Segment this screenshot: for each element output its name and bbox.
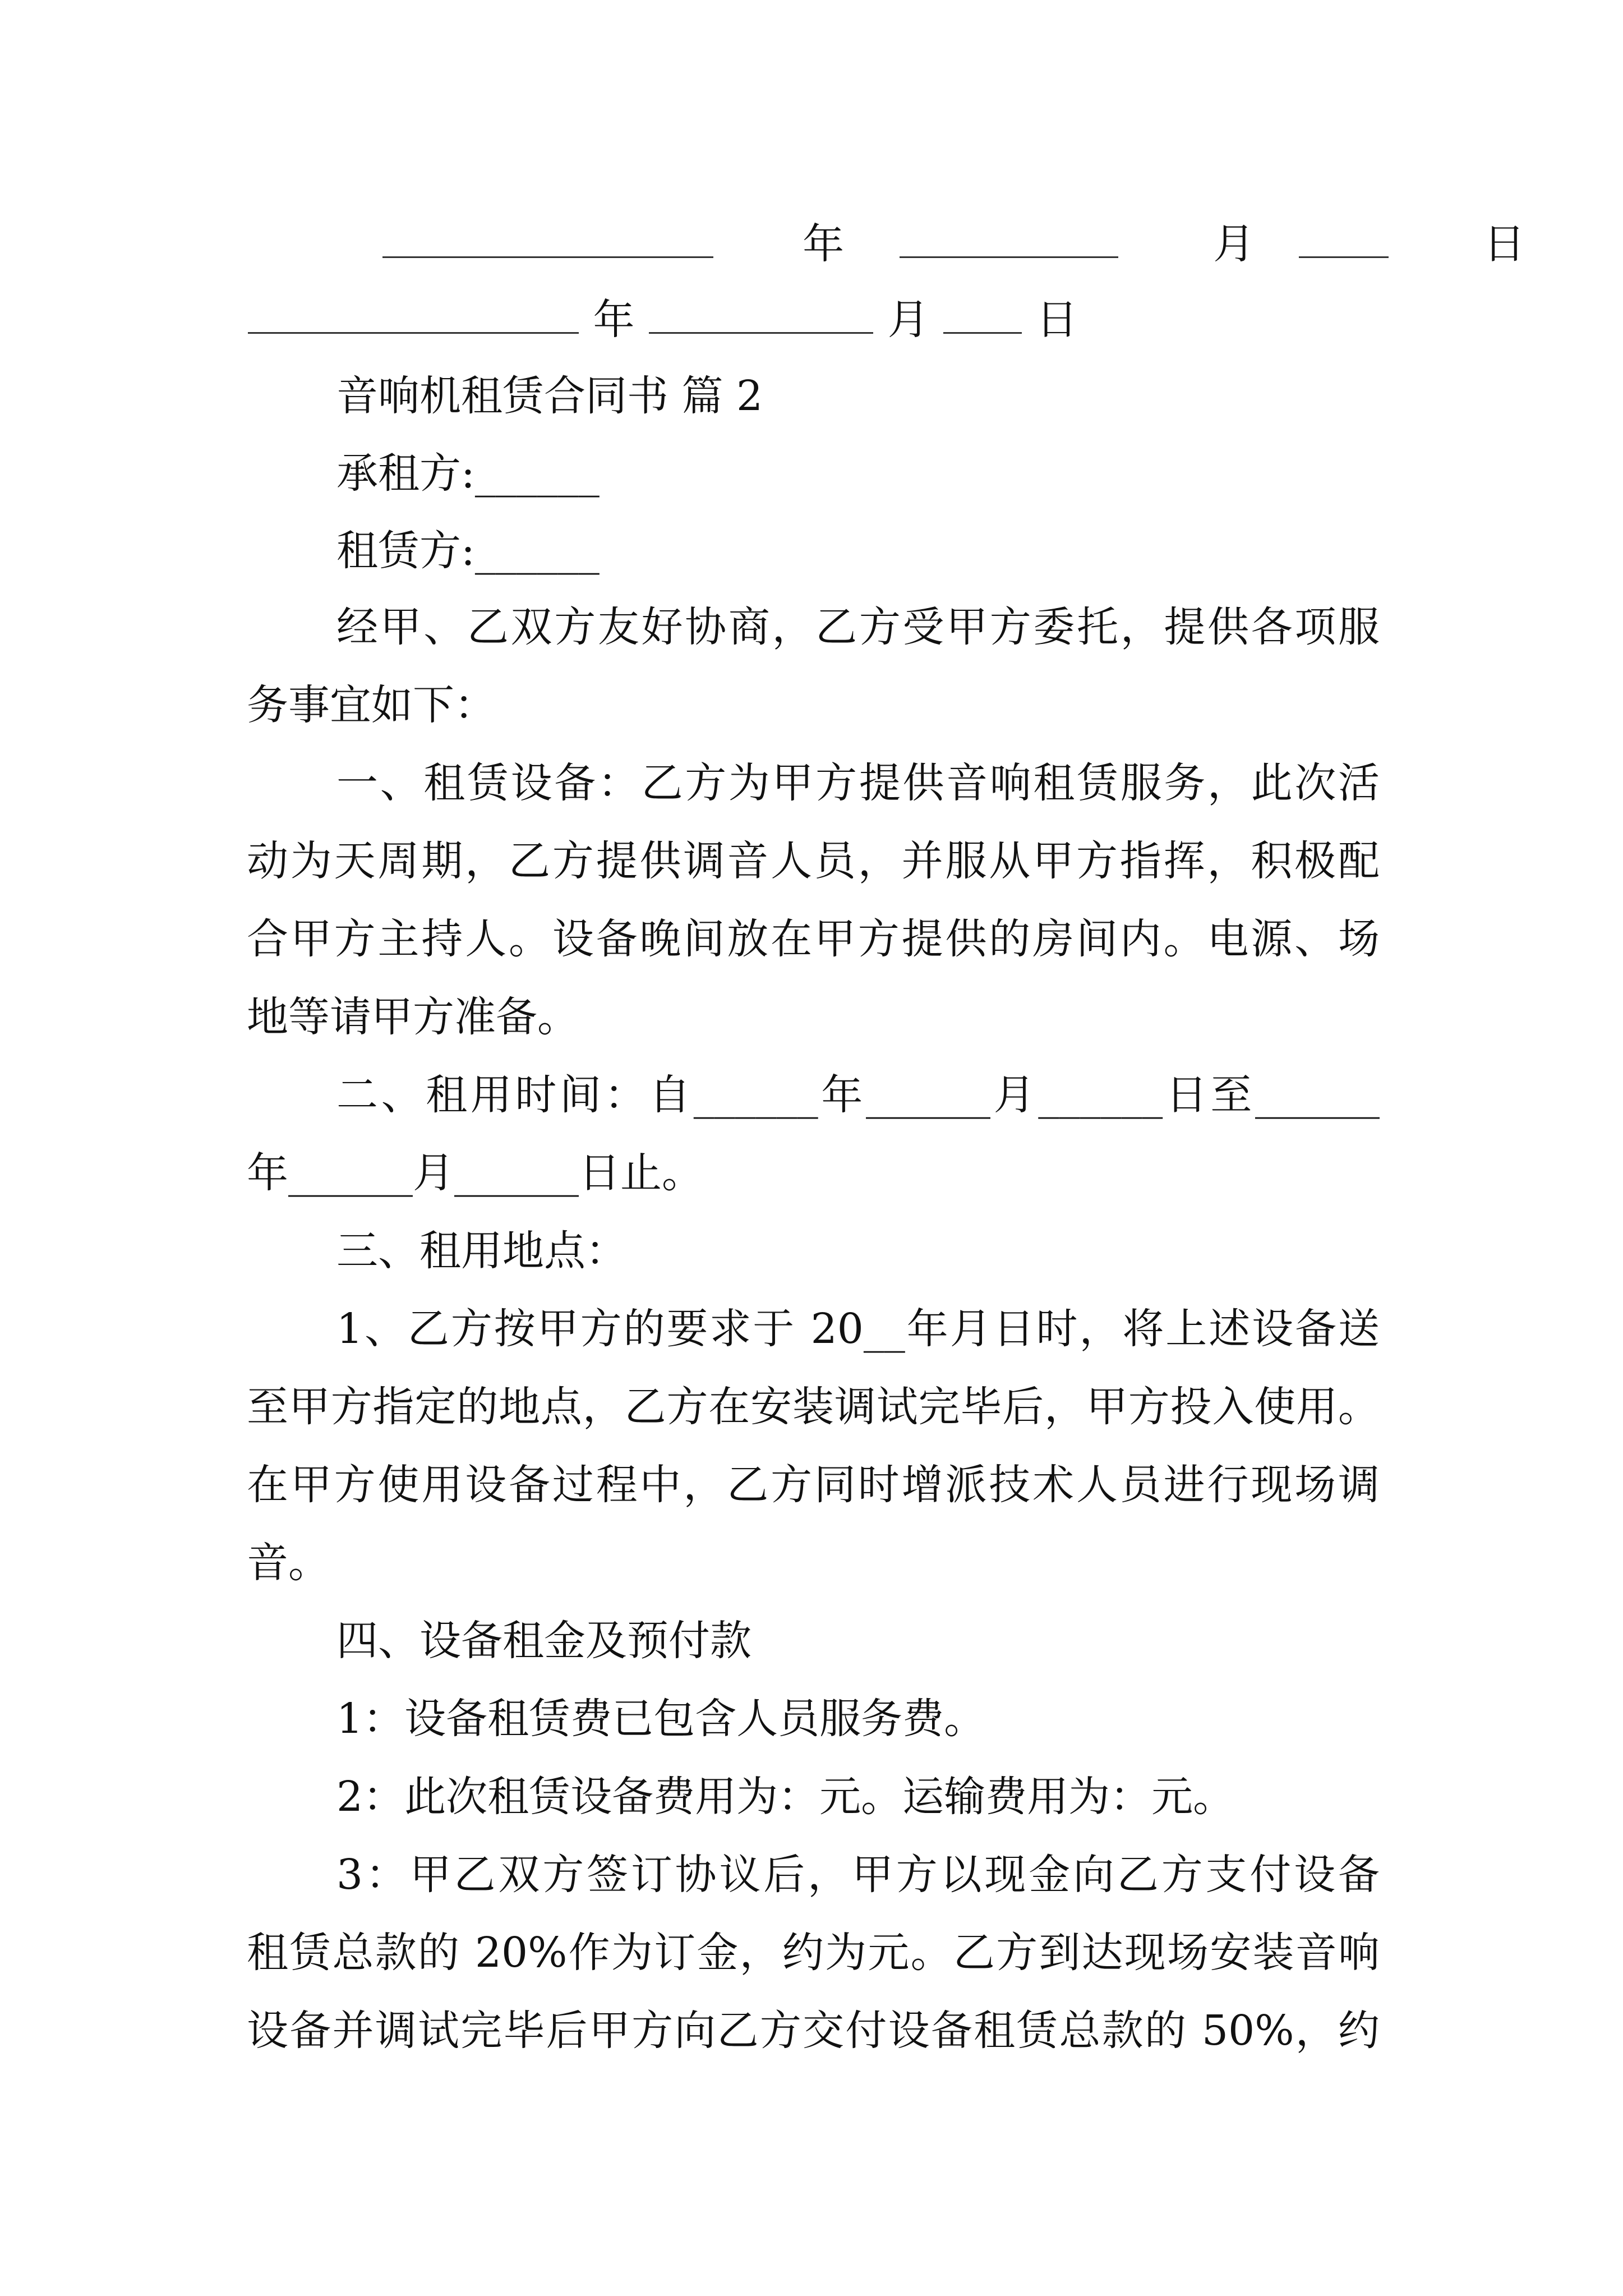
day-label: 日	[1483, 220, 1525, 268]
body-text-line: 音。	[247, 1539, 330, 1587]
body-text-line: 四、设备租金及预付款	[336, 1617, 751, 1665]
body-text-line: 1：设备租赁费已包含人员服务费。	[336, 1695, 986, 1743]
body-text-line: 租赁总款的 20%作为订金，约为元。乙方到达现场安装音响	[247, 1929, 1380, 1977]
day-blank	[1299, 217, 1389, 258]
body-text-line: 2：此次租赁设备费用为：元。运输费用为：元。	[336, 1773, 1235, 1821]
year-blank	[248, 293, 579, 334]
lessee-line: 承租方:______	[336, 449, 600, 498]
signature-date-row-1	[381, 216, 1525, 272]
year-label: 年	[593, 296, 635, 344]
body-text-line: 在甲方使用设备过程中，乙方同时增派技术人员进行现场调	[247, 1461, 1380, 1509]
body-text-line: 设备并调试完毕后甲方向乙方交付设备租赁总款的 50%，约	[247, 2007, 1380, 2055]
body-text-line: 1、乙方按甲方的要求于 20__年月日时，将上述设备送	[336, 1305, 1380, 1353]
day-label: 日	[1036, 296, 1078, 344]
month-blank	[649, 293, 873, 334]
body-text-line: 动为天周期，乙方提供调音人员，并服从甲方指挥，积极配	[247, 837, 1380, 885]
lessor-line: 租赁方:______	[336, 527, 600, 575]
year-label: 年	[803, 220, 845, 268]
body-text-line: 三、租用地点：	[336, 1227, 627, 1275]
body-text-line: 地等请甲方准备。	[247, 993, 579, 1041]
month-blank	[900, 217, 1118, 258]
month-label: 月	[1213, 220, 1255, 268]
body-text-line: 3：甲乙双方签订协议后，甲方以现金向乙方支付设备	[336, 1851, 1380, 1899]
body-text-line: 合甲方主持人。设备晚间放在甲方提供的房间内。电源、场	[247, 915, 1380, 963]
body-text-line: 年______月______日止。	[247, 1149, 703, 1197]
signature-date-row-2	[247, 292, 1380, 348]
body-text-line: 经甲、乙双方友好协商，乙方受甲方委托，提供各项服	[336, 603, 1380, 651]
section-title: 音响机租赁合同书 篇 2	[336, 372, 763, 420]
body-text-line: 二、租用时间：自______年______月______日至______	[336, 1071, 1380, 1119]
month-label: 月	[887, 296, 929, 344]
year-blank	[382, 217, 713, 258]
body-text-line: 一、租赁设备：乙方为甲方提供音响租赁服务，此次活	[336, 759, 1380, 807]
body-text-line: 至甲方指定的地点，乙方在安装调试完毕后，甲方投入使用。	[247, 1383, 1380, 1431]
body-text-line: 务事宜如下：	[247, 681, 496, 729]
day-blank	[943, 293, 1022, 334]
